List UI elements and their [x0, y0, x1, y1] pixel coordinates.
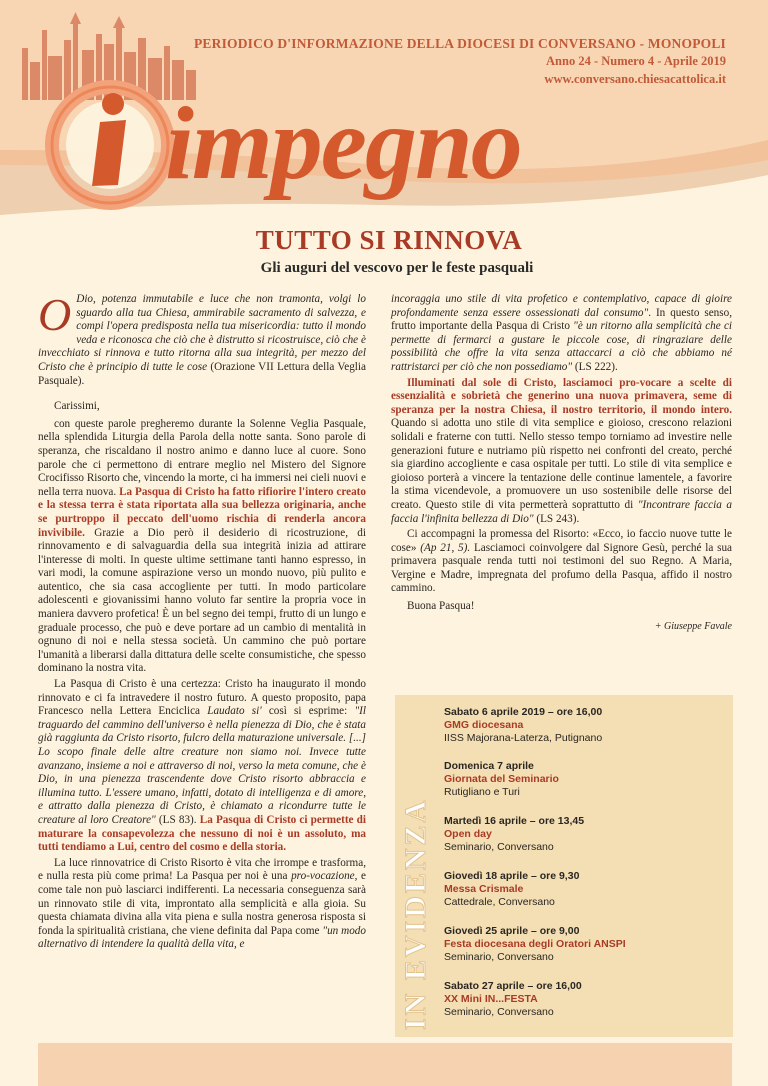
logo-wordmark: impegno [165, 86, 521, 201]
masthead-info [194, 36, 726, 87]
intro-paragraph: O Dio, potenza immutabile e luce che non tramonta, volgi lo sguardo alla tua Chiesa, ammirabile sacramento di salvezza, e compi l'opera predisposta nella tua misericordia: tutto il mondo veda e riconosca che ciò che è distrutto si ricostruisce, ciò che è invecchiato si rinnova e tutto ritorna alla sua integrità, per mezzo del Cristo che è principio di tutte le cose (Orazione VII Lettura della Veglia Pasquale). [38, 289, 366, 387]
article-subtitle: Gli auguri del vescovo per le feste pasquali [260, 260, 534, 276]
paragraph-4: incoraggia uno stile di vita profetico e contemplativo, capace di gioire profondamente senza essere ossessionati dal consumo". In questo senso, frutto importante della Pasqua di Cristo "è un ritorno alla semplicità che ci permette di fermarci a gustare le piccole cose, di ringraziare delle possibilità che offre la vita senza attaccarci a ciò che abbiamo né rattristarci per ciò che non possediamo" (LS 222). [391, 293, 733, 373]
closing: Buona Pasqua! [407, 600, 475, 613]
masthead-graphic [0, 0, 768, 215]
footer-band [38, 1043, 732, 1086]
event-5[interactable]: Giovedì 25 aprile – ore 9,00 Festa diocesana degli Oratori ANSPI Seminario, Conversano [444, 925, 626, 963]
paragraph-1: con queste parole pregheremo durante la Solenne Veglia Pasquale, nella splendida Liturgia della Parola della notte santa. Sono parole di speranza, che riscaldano il nostro animo e danno luce al cuore. Sono parole che ci permettono di entrare meglio nel Mistero del Signore Crocifisso Risorto che, vincendo la morte, ci ha immersi nei cieli nuovi e nella terra nuova. La Pasqua di Cristo ha fatto rifiorire l'intero creato e la stessa terra è stata riportata alla sua bellezza originaria, anche se purtroppo il peccato dell'uomo rischia di renderla ancora invivibile. Grazie a Dio però il desiderio di ricostruzione, di rinnovamento e di salvaguardia della sua integrità inizia ad attirare l'interesse di molti. In queste ultime settimane tanti hanno espresso, in vari modi, la comune aspirazione verso un mondo nuovo, più pulito e autentico, che sia casa accogliente per tutti. In modo particolare adolescenti e giovanissimi hanno voluto far sentire la propria voce in maniera davvero profetica! È un bel segno dei tempi, frutto di un lungo e graduale processo, che può e deve portare ad un cambio di mentalità in ognuno di noi e nella stessa società. Un cammino che può portare l'umanità a liberarsi dalla dittatura delle scelte consumistiche, che spesso dominano la nostra vita. [38, 417, 366, 675]
logo-dot-icon [102, 93, 124, 115]
event-1[interactable]: Sabato 6 aprile 2019 – ore 16,00 GMG diocesana IISS Majorana-Laterza, Putignano [444, 706, 603, 744]
event-3[interactable]: Martedì 16 aprile – ore 13,45 Open day Seminario, Conversano [444, 815, 585, 853]
article-header [0, 225, 768, 277]
paragraph-6: Ci accompagni la promessa del Risorto: «Ecco, io faccio nuove tutte le cose» (Ap 21, 5). Lasciamoci coinvolgere dal Signore Gesù, perché la sua primavera pasquale renda tutti noi testimoni del suo Regno. A Maria, Vergine e Madre, impregnata del profumo della Pasqua, affido il nostro cammino. [391, 528, 733, 595]
left-column [38, 289, 367, 954]
paragraph-2: La Pasqua di Cristo è una certezza: Cristo ha inaugurato il mondo rinnovato e ci fa intravedere il nostro futuro. A questo proposito, papa Francesco nella Lettera Enciclica Laudato si' così si esprime: "Il traguardo del cammino dell'universo è nella pienezza di Dio, che è stata già raggiunta da Cristo risorto, fulcro della maturazione universale. [...] Lo scopo finale delle altre creature non siamo noi. Invece tutte avanzano, insieme a noi e attraverso di noi, verso la meta comune, che è Dio, in una pienezza trascendente dove Cristo risorto abbraccia e illumina tutto. L'essere umano, infatti, dotato di intelligenza e di amore, e attratto dalla pienezza di Cristo, è chiamato a ricondurre tutte le creature al loro Creatore" (LS 83). La Pasqua di Cristo ci permette di maturare la consapevolezza che nessuno di noi è un assoluto, ma tutti tendiamo a Lui, centro del cosmo e della storia. [38, 678, 367, 854]
event-2[interactable]: Domenica 7 aprile Giornata del Seminario Rutigliano e Turi [444, 760, 559, 798]
event-4[interactable]: Giovedì 18 aprile – ore 9,30 Messa Crismale Cattedrale, Conversano [444, 870, 580, 908]
paragraph-5: Illuminati dal sole di Cristo, lasciamoci pro-vocare a scelte di essenzialità e sobrietà che generino una nuova primavera, seme di speranza per la nostra Chiesa, il nostro territorio, il mondo intero. Quando si adotta uno stile di vita semplice e gioioso, crescono relazioni solidali e fraterne con tutti. Nello stesso tempo torniamo ad investire nelle generazioni future e nutriamo più rispetto nei confronti del creato, perché sia giardino accogliente e casa ospitale per tutti. Lo stile di vita semplice e gioioso porterà a vincere la tentazione delle continue lamentele, a favorire la stima vicendevole, a promuovere un uso sostenibile delle risorse del creato. Questo stile di vita permetterà soprattutto di "Incontrare faccia a faccia l'infinita bellezza di Dio" (LS 243). [391, 376, 732, 525]
drop-cap: O [38, 289, 72, 340]
event-6[interactable]: Sabato 27 aprile – ore 16,00 XX Mini IN...FESTA Seminario, Conversano [444, 980, 582, 1018]
greeting: Carissimi, [54, 400, 100, 413]
signature: + Giuseppe Favale [654, 620, 732, 632]
svg-text:IN EVIDENZA: IN EVIDENZA [399, 797, 432, 1030]
article-title: TUTTO SI RINNOVA [255, 225, 523, 255]
right-column [391, 293, 732, 633]
issue-info: Anno 24 - Numero 4 - Aprile 2019 [546, 54, 726, 68]
paragraph-3: La luce rinnovatrice di Cristo Risorto è vita che irrompe e trasforma, e nulla resta più come prima! La Pasqua per noi è una pro-vocazione, e come tale non può lasciarci indifferenti. La necessaria conseguenza sarà un rinnovato stile di vita, improntato alla semplicità e alla gioia. Su questa chiamata divina alla vita piena e sulla nostra generosa risposta si fonda la spiritualità cristiana, che viene definita dal Papa come "un modo alternativo di intendere la qualità della vita, e [38, 856, 367, 951]
website-link[interactable]: www.conversano.chiesacattolica.it [544, 72, 726, 86]
masthead [0, 0, 768, 215]
periodical-name: PERIODICO D'INFORMAZIONE DELLA DIOCESI DI CONVERSANO - MONOPOLI [193, 36, 726, 51]
events-panel-label [397, 690, 437, 1040]
